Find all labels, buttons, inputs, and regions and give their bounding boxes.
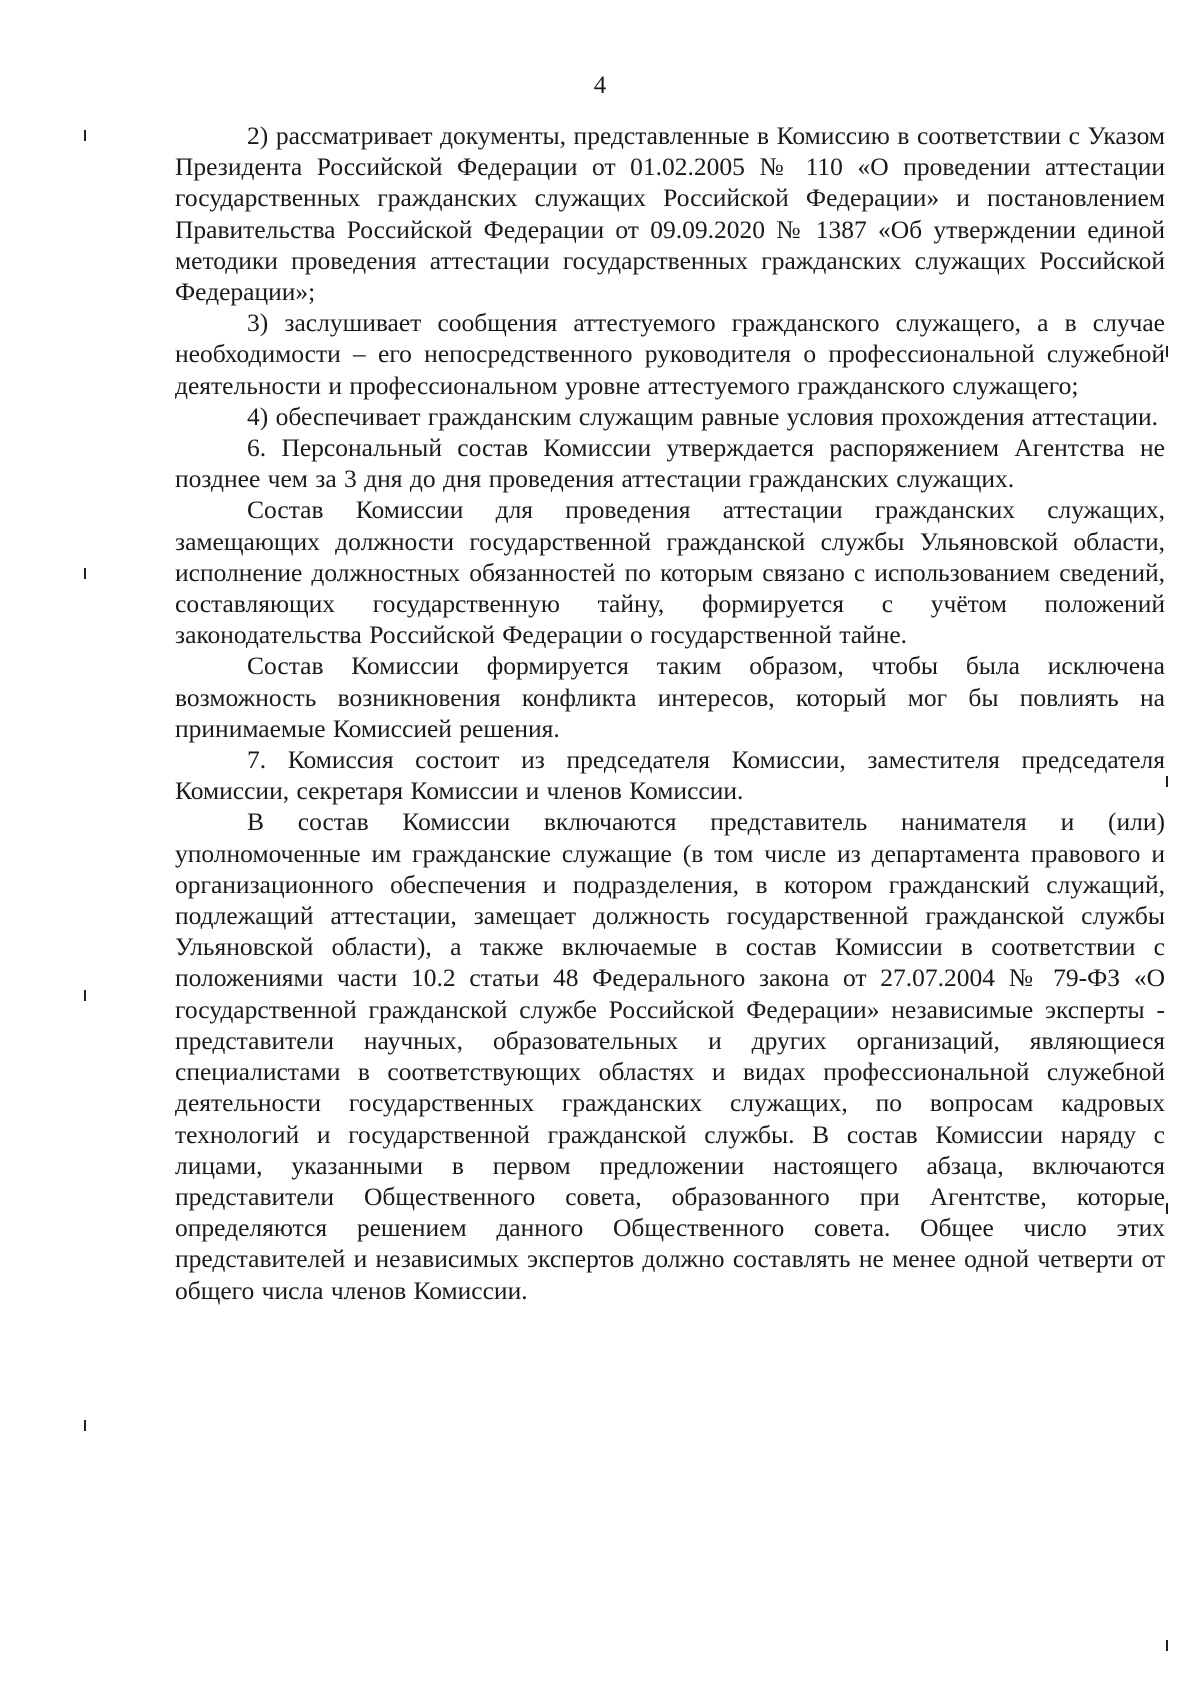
scan-mark xyxy=(1166,1203,1168,1214)
scan-mark xyxy=(1166,1640,1168,1651)
scan-mark xyxy=(84,990,86,1001)
scan-mark xyxy=(84,130,86,141)
paragraph-clause-6: 6. Персональный состав Комиссии утверждается распоряжением Агентства не позднее чем за 3 дня до дня проведения аттестации гражданских служащих. xyxy=(175,433,1165,494)
scan-mark xyxy=(1166,346,1168,357)
scan-mark xyxy=(84,1420,86,1431)
document-body xyxy=(175,120,1165,1306)
paragraph-item-3: 3) заслушивает сообщения аттестуемого гражданского служащего, а в случае необходимости – его непосредственного руководителя о профессиональной служебной деятельности и профессиональном уровне аттестуемого гражданского служащего; xyxy=(175,308,1165,400)
paragraph-secret-composition: Состав Комиссии для проведения аттестации гражданских служащих, замещающих должности государственной гражданской службы Ульяновской области, исполнение должностных обязанностей по которым связано с использованием сведений, составляющих государственную тайну, формируется с учётом положений законодательства Российской Федерации о государственной тайне. xyxy=(175,495,1165,650)
scan-mark xyxy=(84,568,86,579)
paragraph-item-2: 2) рассматривает документы, представленные в Комиссию в соответствии с Указом Президента Российской Федерации от 01.02.2005 № 110 «О проведении аттестации государственных гражданских служащих Российской Федерации» и постановлением Правительства Российской Федерации от 09.09.2020 № 1387 «Об утверждении единой методики проведения аттестации государственных гражданских служащих Российской Федерации»; xyxy=(175,121,1165,307)
paragraph-conflict-of-interest: Состав Комиссии формируется таким образом, чтобы была исключена возможность возникновения конфликта интересов, который мог бы повлиять на принимаемые Комиссией решения. xyxy=(175,651,1165,743)
paragraph-item-4: 4) обеспечивает гражданским служащим равные условия прохождения аттестации. xyxy=(247,401,1159,431)
page-number: 4 xyxy=(593,72,607,99)
paragraph-commission-members: В состав Комиссии включаются представитель нанимателя и (или) уполномоченные им гражданские служащие (в том числе из департамента правового и организационного обеспечения и подразделения, в котором гражданский служащий, подлежащий аттестации, замещает должность государственной гражданской службы Ульяновской области), а также включаемые в состав Комиссии в соответствии с положениями части 10.2 статьи 48 Федерального закона от 27.07.2004 № 79-ФЗ «О государственной гражданской службе Российской Федерации» независимые эксперты - представители научных, образовательных и других организаций, являющиеся специалистами в соответствующих областях и видах профессиональной служебной деятельности государственных гражданских служащих, по вопросам кадровых технологий и государственной гражданской службы. В состав Комиссии наряду с лицами, указанными в первом предложении настоящего абзаца, включаются представители Общественного совета, образованного при Агентстве, которые определяются решением данного Общественного совета. Общее число этих представителей и независимых экспертов должно составлять не менее одной четверти от общего числа членов Комиссии. xyxy=(175,807,1165,1305)
scan-mark xyxy=(1166,776,1168,787)
paragraph-clause-7: 7. Комиссия состоит из председателя Комиссии, заместителя председателя Комиссии, секретаря Комиссии и членов Комиссии. xyxy=(175,745,1165,806)
